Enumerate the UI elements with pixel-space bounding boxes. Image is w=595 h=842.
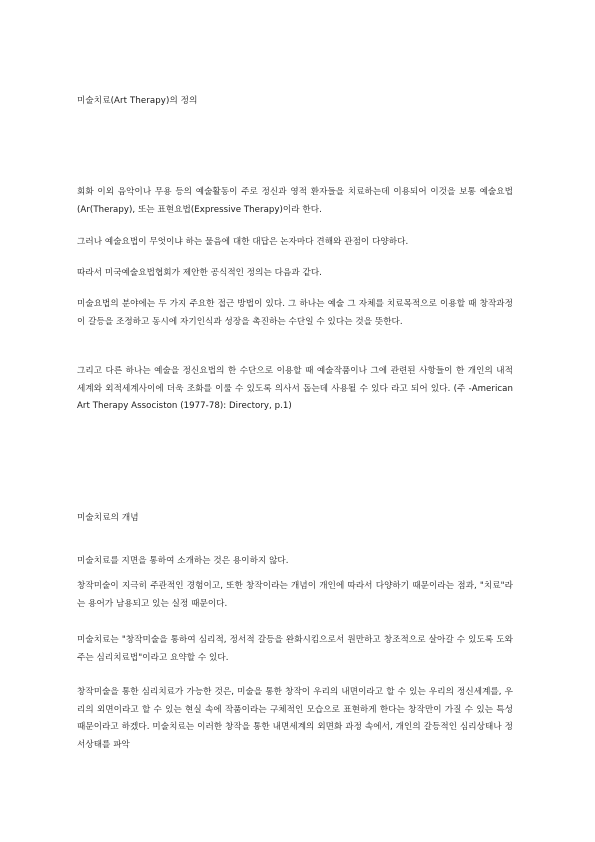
paragraph-official-definition: 따라서 미국예술요법협회가 제안한 공식적인 정의는 다음과 같다. [77,268,322,278]
paragraph-subjective-experience: 창작미술이 지극히 주관적인 경험이고, 또한 창작이라는 개념이 개인에 따라서 다양하기 때문이라는 점과, "치료"라는 용어가 남용되고 있는 실정 때문이다. [77,581,513,609]
paragraph-views-vary: 그러나 예술요법이 무엇이냐 하는 물음에 대한 대답은 논자마다 견해와 관점이 다양하다. [77,237,409,247]
paragraph-two-approaches: 미술요법의 분야에는 두 가지 주요한 접근 방법이 있다. 그 하나는 예술 그 자체를 치료목적으로 이용할 때 창작과정이 갈등을 조정하고 동시에 자기인식과 성장을 촉진하는 수단일 수 있다는 것을 뜻한다. [77,299,513,327]
paragraph-art-therapy-intro: 회화 이외 음악이나 무용 등의 예술활동이 주로 정신과 영적 환자들을 치료하는데 이용되어 이것을 보통 예술요법(Ar(Therapy), 또는 표현요법(Expressive Therapy)이라 한다. [77,187,513,215]
paragraph-psychotherapy-possible: 창작미술을 통한 심리치료가 가능한 것은, 미술을 통한 창작이 우리의 내면이라고 할 수 있는 우리의 정신세계를, 우리의 외면이라고 할 수 있는 현실 속에 작품이라는 구체적인 모습으로 표현하게 한다는 창작만이 가질 수 있는 특성 때문이라고 하겠다. 미술치료는 이러한 창작을 통한 내면세계의 외면화 과정 속에서, 개인의 갈등적인 심리상태나 정서상태를 파악 [77,687,513,750]
section-title-concept: 미술치료의 개념 [77,513,139,523]
section-title-definition: 미술치료(Art Therapy)의 정의 [77,96,198,106]
paragraph-introduction-difficulty: 미술치료를 지면을 통하여 소개하는 것은 용이하지 않다. [77,556,289,566]
paragraph-summary-definition: 미술치료는 "창작미술을 통하여 심리적, 정서적 갈등을 완화시킴으로서 원만하고 창조적으로 살아갈 수 있도록 도와주는 심리치료법"이라고 요약할 수 있다. [77,635,513,663]
paragraph-other-approach: 그리고 다른 하나는 예술을 정신요법의 한 수단으로 이용할 때 예술작품이나 그에 관련된 사항들이 한 개인의 내적 세계와 외적세계사이에 더욱 조화를 이룰 수 있도록 의사서 돕는데 사용될 수 있다 라고 되어 있다. (주 -American Art Therapy Associston (1977-78): Directory, p.1) [77,366,513,411]
